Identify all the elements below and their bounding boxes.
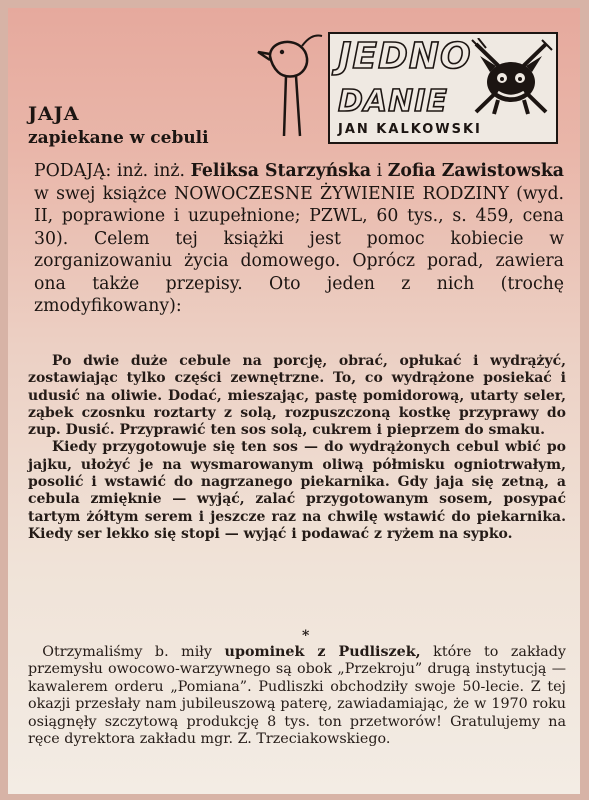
intro-lead: PODAJĄ: inż. inż.	[34, 161, 191, 181]
horned-devil-fork-icon	[468, 38, 554, 118]
intro-author-1: Feliksa Starzyńska	[190, 161, 372, 181]
logo-line-1: JEDNO	[338, 36, 472, 77]
recipe-paragraph-1: Po dwie duże cebule na porcję, obrać, opłukać i wydrążyć, zostawiając tylko części zewnętrzne. To, co wydrążone posiekać i udusić na oliwie. Dodać, mieszając, pastę pomidorową, utarty seler, ząbek czosnku roztarty z solą, rozpuszczoną kostkę przyprawy do zup. Dusić. Przyprawić ten sos solą, cukrem i pieprzem do smaku.	[28, 353, 566, 439]
note-start: Otrzymaliśmy b. miły	[42, 644, 225, 660]
intro-author-2: Zofia Zawistowska	[387, 161, 564, 181]
intro-rest: w swej książce NOWOCZESNE ŻYWIENIE RODZINY (wyd. II, poprawione i uzupełnione; PZWL, 60 tys., s. 459, cena 30). Celem tej książki jest pomoc kobiecie w zorganizowaniu życia domowego. Oprócz porad, zawiera ona także przepisy. Oto jeden z nich (trochę zmodyfikowany):	[34, 183, 564, 316]
intro-and: i	[371, 161, 388, 181]
recipe-subtitle: zapiekane w cebuli	[28, 128, 209, 148]
bird-drawing-icon	[256, 32, 328, 144]
article-clipping	[8, 8, 580, 794]
recipe-paragraph-2: Kiedy przygotowuje się ten sos — do wydrążonych cebul wbić po jajku, ułożyć je na wysmarowanym oliwą półmisku ogniotrwałym, posolić i wstawić do nagrzanego piekarnika. Gdy jaja się zetną, a cebula zmięknie — wyjąć, zalać przygotowanym sosem, posypać tartym żółtym serem i jeszcze raz na chwilę wstawić do piekarnika. Kiedy ser lekko się stopi — wyjąć i podawać z ryżem na sypko.	[28, 439, 566, 542]
recipe-text	[28, 353, 566, 543]
gift-note	[28, 644, 566, 748]
note-bold: upominek z Pudliszek,	[224, 644, 421, 660]
intro-paragraph	[34, 160, 564, 318]
note-rest: które to zakłady przemysłu owocowo-warzywnego są obok „Przekroju” drugą instytucją — kawalerem orderu „Pomiana”. Pudliszki obchodziły swoje 50-lecie. Z tej okazji przesłały nam jubileuszową paterę, zawiadamiając, że w 1970 roku osiągnęły szczytową produkcję 8 tys. ton przetworów! Gratulujemy na ręce dyrektora zakładu mgr. Z. Trzeciakowskiego.	[28, 644, 567, 748]
logo-line-2: DANIE	[338, 84, 448, 119]
recipe-title: JAJA	[28, 103, 80, 125]
column-logo	[328, 32, 558, 144]
section-separator: *	[302, 628, 310, 644]
logo-author: JAN KALKOWSKI	[338, 122, 482, 137]
